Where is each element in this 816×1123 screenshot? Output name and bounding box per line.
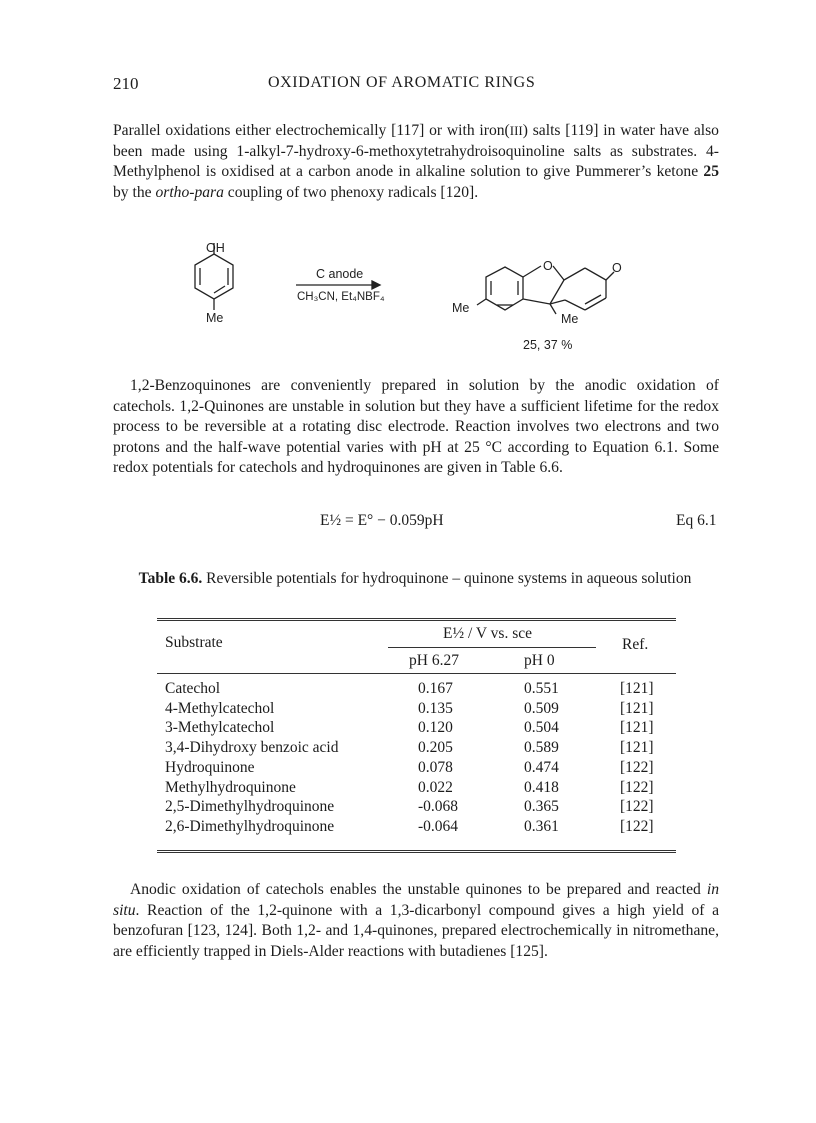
p1-compound: 25 — [703, 163, 719, 181]
table-cell-substrate: Methylhydroquinone — [165, 778, 296, 796]
table-cell-substrate: 3-Methylcatechol — [165, 719, 275, 737]
table-cell-ph627: 0.022 — [418, 778, 453, 796]
table-cell-ph627: 0.135 — [418, 699, 453, 717]
table-cell-ref: [122] — [620, 817, 654, 835]
table-cell-ph627: -0.068 — [418, 798, 459, 816]
table-cell-substrate: Catechol — [165, 680, 221, 697]
table-cell-ref: [121] — [620, 739, 654, 757]
paragraph-3 — [113, 880, 719, 962]
p1-text-a: Parallel oxidations either electrochemically [117] or with iron( — [113, 122, 510, 139]
page-number: 210 — [113, 74, 139, 93]
p3-text-a: Anodic oxidation of catechols enables the unstable quinones to be prepared and reacted — [130, 881, 707, 898]
table-header-potential: E½ / V vs. sce — [443, 625, 532, 642]
p3-text-b: . Reaction of the 1,2-quinone with a 1,3-dicarbonyl compound gives a high yield of a benzofuran [123, 124]. Both 1,2- and 1,4-quinones, prepared electrochemically in nitromethane, are efficiently trapped in Diels-Alder reactions with butadienes [125]. — [113, 901, 719, 960]
ring-o-bond-1 — [523, 266, 541, 277]
table-cell-ph0: 0.504 — [524, 719, 559, 737]
table-bottom-rule — [157, 850, 676, 851]
running-title: OXIDATION OF AROMATIC RINGS — [268, 74, 536, 91]
table-caption-text: Reversible potentials for hydroquinone – quinone systems in aqueous solution — [206, 570, 692, 587]
aryl-me-label: Me — [452, 301, 470, 315]
table-cell-ref: [122] — [620, 758, 654, 776]
equation-expression: E½ = E° − 0.059pH — [320, 512, 444, 529]
table-cell-ref: [121] — [620, 719, 654, 737]
p3-italic: in situ — [113, 881, 719, 919]
quaternary-me-bond — [550, 304, 556, 314]
ketone-o-label: O — [612, 261, 622, 275]
table-cell-ph0: 0.474 — [524, 758, 559, 776]
table-cell-ph0: 0.361 — [524, 817, 559, 835]
table-cell-ph0: 0.365 — [524, 798, 559, 816]
potential-span-rule — [388, 647, 596, 648]
table-cell-ref: [122] — [620, 778, 654, 796]
table-cell-ph0: 0.551 — [524, 680, 559, 697]
me-label: Me — [206, 311, 224, 325]
product-label: 25, 37 % — [523, 338, 573, 352]
furan-c-c — [523, 299, 550, 304]
table-cell-ref: [121] — [620, 680, 654, 697]
quat-me-label: Me — [561, 312, 579, 326]
table-header-ph0: pH 0 — [524, 652, 555, 669]
table-cell-ph0: 0.418 — [524, 778, 559, 796]
table-cell-substrate: 3,4-Dihydroxy benzoic acid — [165, 739, 339, 757]
table-cell-substrate: 2,6-Dimethylhydroquinone — [165, 817, 335, 835]
table-cell-ph627: 0.205 — [418, 739, 453, 757]
table-caption-label: Table 6.6. — [138, 570, 203, 587]
aryl-me-bond — [477, 299, 486, 305]
condition-bottom: CH₃CN, Et₄NBF₄ — [297, 291, 385, 303]
table-top-rule-2 — [157, 620, 676, 621]
table-cell-ph627: 0.078 — [418, 758, 453, 776]
table-cell-ref: [122] — [620, 798, 654, 816]
table-cell-ph0: 0.509 — [524, 699, 559, 717]
table-header-ref: Ref. — [622, 636, 649, 653]
p1-iron-ox: III — [509, 123, 523, 138]
table-cell-ph627: 0.167 — [418, 680, 453, 697]
condition-top: C anode — [316, 267, 364, 281]
p1-italic: ortho-para — [155, 183, 224, 201]
table-caption — [130, 569, 700, 589]
ring-o-label: O — [543, 259, 553, 273]
table-cell-ref: [121] — [620, 699, 654, 717]
table-header-ph627: pH 6.27 — [409, 652, 459, 669]
equation-label: Eq 6.1 — [676, 512, 717, 529]
table-cell-substrate: 4-Methylcatechol — [165, 699, 275, 717]
table-head-rule — [157, 673, 676, 674]
table-cell-ph627: -0.064 — [418, 817, 459, 835]
table-cell-substrate: Hydroquinone — [165, 758, 255, 776]
reaction-scheme — [0, 0, 816, 370]
table-header-substrate: Substrate — [165, 634, 223, 651]
oh-label: OH — [206, 241, 225, 255]
p1-text-b: ) salts [119] in water have also been made using 1-alkyl-7-hydroxy-6-methoxytetrahydroisoquinoline salts as substrates. 4-Methylphenol is oxidised at a carbon anode in alkaline solution to give Pummerer’s ketone — [113, 122, 719, 181]
p1-text-d: coupling of two phenoxy radicals [120]. — [223, 183, 479, 201]
table-top-rule — [157, 618, 676, 619]
table-cell-substrate: 2,5-Dimethylhydroquinone — [165, 798, 335, 816]
table-cell-ph0: 0.589 — [524, 739, 559, 757]
table-cell-ph627: 0.120 — [418, 719, 453, 737]
paragraph-2: 1,2-Benzoquinones are conveniently prepared in solution by the anodic oxidation of catechols. 1,2-Quinones are unstable in solution but they have a sufficient lifetime for the redox process to be reversible at a rotating disc electrode. Reaction involves two electrons and two protons and the half-wave potential varies with pH at 25 °C according to Equation 6.1. Some redox potentials for catechols and hydroquinones are given in Table 6.6. — [113, 377, 719, 477]
ring-o-bond-2 — [553, 266, 564, 280]
p1-text-c: by the — [113, 183, 156, 201]
table-bottom-rule-2 — [157, 852, 676, 853]
